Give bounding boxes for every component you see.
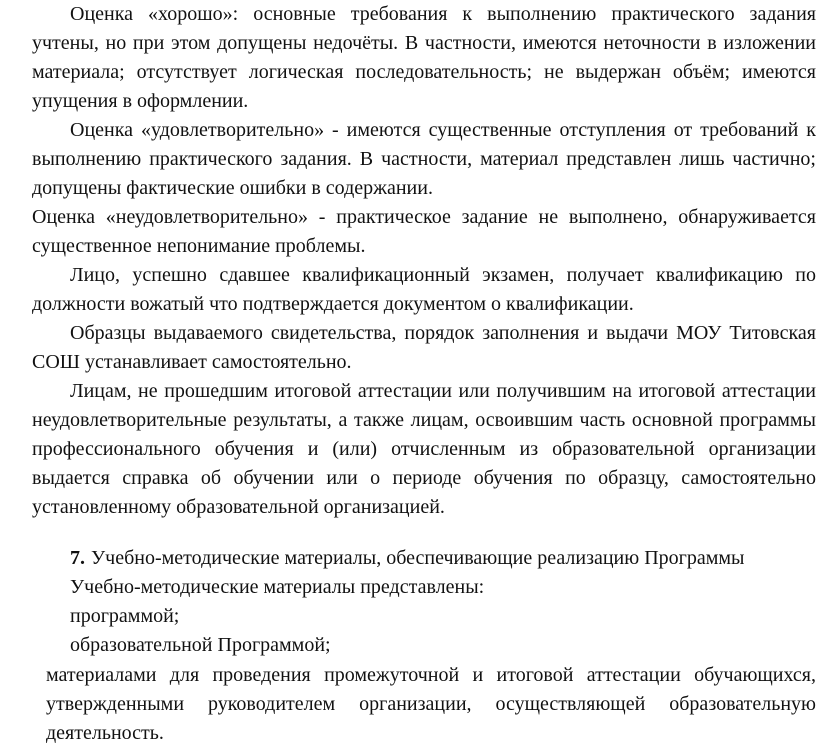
paragraph-qualification: Лицо, успешно сдавшее квалификационный экзамен, получает квалификацию по должности вожатый что подтверждается документом о квалификации. xyxy=(32,264,816,315)
list-item: материалами для проведения промежуточной и итоговой аттестации обучающихся, утвержденными руководителем организации, осуществляющей образовательную деятельность. xyxy=(46,664,816,744)
document-page xyxy=(32,0,816,748)
paragraph-grade-unsatisfactory: Оценка «неудовлетворительно» - практическое задание не выполнено, обнаруживается существенное непонимание проблемы. xyxy=(32,206,816,257)
list-item: программой; xyxy=(70,605,180,627)
section-heading xyxy=(32,544,816,573)
paragraph-grade-satisfactory: Оценка «удовлетворительно» - имеются существенные отступления от требований к выполнению практического задания. В частности, материал представлен лишь частично; допущены фактические ошибки в содержании. xyxy=(32,119,816,199)
section-number: 7. xyxy=(70,547,85,569)
paragraph-certificate-of-study: Лицам, не прошедшим итоговой аттестации или получившим на итоговой аттестации неудовлетворительные результаты, а также лицам, освоившим часть основной программы профессионального обучения и (или) отчисленным из образовательной организации выдается справка об обучении или о периоде обучения по образцу, самостоятельно установленному образовательной организацией. xyxy=(32,380,816,518)
paragraph-grade-good: Оценка «хорошо»: основные требования к выполнению практического задания учтены, но при этом допущены недочёты. В частности, имеются неточности в изложении материала; отсутствует логическая последовательность; не выдержан объём; имеются упущения в оформлении. xyxy=(32,3,816,112)
list-item: образовательной Программой; xyxy=(70,634,331,656)
section-gap xyxy=(32,522,816,544)
paragraph-certificate-samples: Образцы выдаваемого свидетельства, порядок заполнения и выдачи МОУ Титовская СОШ устанавливает самостоятельно. xyxy=(32,322,816,373)
section-intro: Учебно-методические материалы представлены: xyxy=(70,576,485,598)
section-title: Учебно-методические материалы, обеспечивающие реализацию Программы xyxy=(91,547,745,569)
